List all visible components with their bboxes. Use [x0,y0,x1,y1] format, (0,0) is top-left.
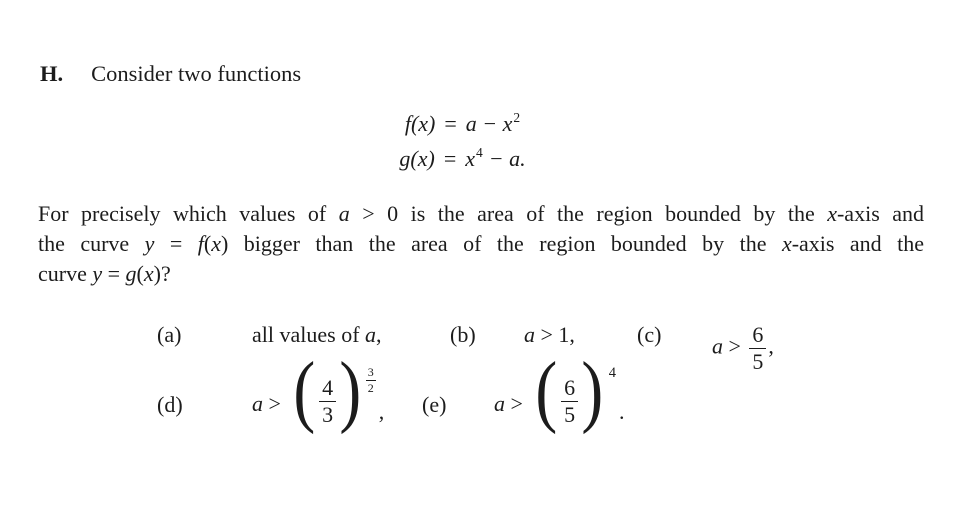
problem-statement [38,199,924,289]
fraction-4-3 [319,374,336,427]
math-var-y: y [92,261,103,286]
text-segment: curve [38,261,93,286]
problem-label: H. [40,61,64,86]
option-a-text [252,324,382,346]
text-segment: For precisely which values of [38,201,339,226]
greater-than-sign: > [535,322,559,347]
math-var-a: a [494,391,505,416]
option-e-label: (e) [422,392,447,417]
eq2-exponent: 4 [476,145,483,160]
option-e-lhs [494,393,528,415]
math-var-y: y [144,231,155,256]
value: 1, [558,322,575,347]
statement-line-1 [38,199,924,229]
problem-heading [40,63,301,86]
exponent-denominator: 2 [367,381,374,396]
equation-line-2 [399,145,526,171]
text-segment: = [102,261,126,286]
problem-intro: Consider two functions [91,61,302,86]
fraction-denominator: 5 [564,401,576,427]
big-open-paren: ( [535,347,558,435]
text-segment: -axis and the [791,231,925,256]
fraction-numerator: 6 [561,377,578,402]
text-segment: all values of [252,322,366,347]
eq2-tail: − a. [488,146,526,171]
fraction-6-5 [749,324,766,373]
big-close-paren: ) [339,347,362,435]
eq2-equals-sign: = [443,146,457,171]
statement-line-2 [38,229,924,259]
option-c-expression [712,324,774,373]
text-segment: the curve [38,231,145,256]
fraction-denominator: 3 [322,401,334,427]
statement-line-3 [38,259,924,289]
eq1-equals-sign: = [444,111,457,136]
greater-than-sign: > [723,333,747,359]
math-var-a: a [365,322,377,347]
math-var-f: f [197,231,204,256]
math-var-a: a [712,333,723,359]
exponent-numerator: 3 [366,366,376,381]
option-c-label: (c) [637,322,662,347]
option-b-text [524,324,575,346]
math-var-x: x [211,231,221,256]
option-a-label: (a) [157,322,182,347]
big-open-paren: ( [293,347,316,435]
eq1-rhs: a − x [465,111,513,136]
math-var-x: x [827,201,837,226]
greater-than-sign: > [505,391,529,416]
exponent-fraction-3-2 [366,366,376,395]
option-d-expression [252,347,385,435]
math-var-a: a [524,322,535,347]
equation-block [0,110,945,171]
text-segment: )? [153,261,171,286]
option-d-lhs [252,393,286,415]
fraction-numerator: 6 [749,324,766,349]
math-var-a: a [252,391,263,416]
eq2-base: x [465,146,475,171]
text-segment: > 0 is the area of the region bounded by the [349,201,828,226]
text-segment: = [154,231,198,256]
option-b-label: (b) [450,322,476,347]
exponent-4: 4 [608,365,616,381]
punctuation: . [618,399,625,424]
option-e-expression [494,347,625,435]
punctuation: , [768,333,774,359]
text-segment: -axis and [836,201,925,226]
fraction-denominator: 5 [752,349,764,374]
open-paren: ( [136,261,144,286]
text-segment: ) bigger than the area of the region bounded by the [220,231,782,256]
fraction-numerator: 4 [319,377,336,402]
math-var-a: a [338,201,350,226]
math-var-x: x [143,261,154,286]
equation-line-1 [404,110,521,136]
punctuation: , [376,322,382,347]
option-d-label: (d) [157,392,183,417]
eq2-lhs: g(x) [399,146,435,171]
eq1-lhs: f(x) [404,111,436,136]
fraction-6-5 [561,374,578,427]
big-close-paren: ) [581,347,604,435]
math-var-x: x [781,231,792,256]
open-paren: ( [203,231,212,256]
eq1-exponent: 2 [513,110,521,125]
punctuation: , [378,399,385,424]
greater-than-sign: > [263,391,287,416]
math-var-g: g [125,261,137,286]
